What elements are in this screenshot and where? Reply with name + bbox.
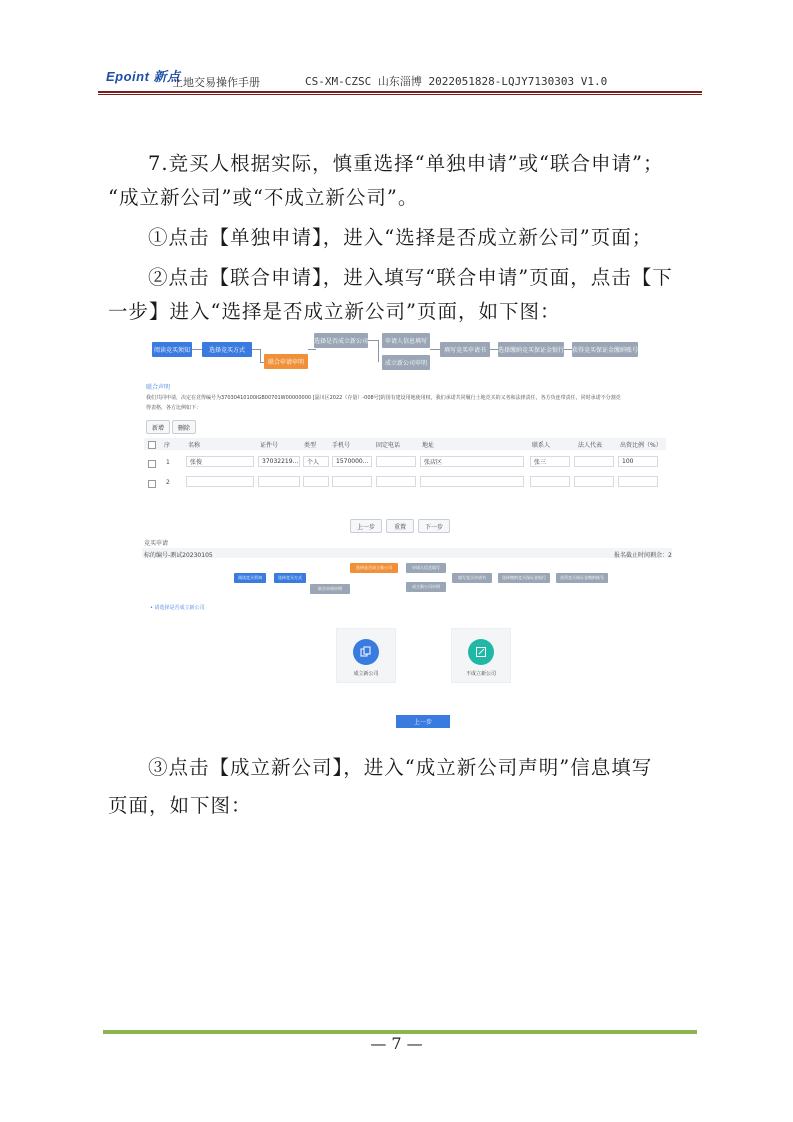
row1-phone-field[interactable]: 1570000...	[332, 456, 372, 467]
choose-company-screenshot	[138, 536, 678, 732]
col-cert: 证件号	[260, 442, 279, 449]
flow2-step-choose-company: 选择是否成立新公司	[350, 563, 398, 573]
row2-phone-field[interactable]	[332, 476, 372, 487]
row2-index: 2	[166, 479, 170, 486]
epoint-logo: Epoint 新点	[106, 69, 181, 84]
step7-line2: “成立新公司”或“不成立新公司”。	[108, 186, 419, 209]
delete-button[interactable]: 删除	[172, 420, 196, 434]
row1-contact-field[interactable]: 张三	[530, 456, 570, 467]
joint-statement: 我们共同申请，决定在竞得编号为37030410100IGB00701W00000000 [淄川区2022（存量）-008号]的国有建设用地使用权，我们承诺共同履行土地竞买的义务和法律责任，各方负连带责任，同时承诺不分割竞	[146, 395, 621, 401]
edit-icon	[468, 639, 494, 665]
project-label: 标的编号-测试20230105	[144, 552, 213, 559]
page-label: 竞买申请	[144, 540, 169, 547]
header-rule	[98, 91, 702, 93]
prev-step-button[interactable]: 上一步	[350, 519, 382, 533]
copy-icon	[353, 639, 379, 665]
info-bar	[142, 548, 672, 558]
flow-step-joint-declaration: 联合申请申明	[264, 354, 308, 369]
row2-checkbox[interactable]	[148, 480, 156, 488]
row2-name-field[interactable]	[186, 476, 254, 487]
col-index: 序	[164, 442, 171, 449]
row2-ratio-field[interactable]	[618, 476, 658, 487]
step7-line1: 7.竞买人根据实际，慎重选择“单独申请”或“联合申请”；	[148, 152, 664, 175]
flow2-step-fill-application: 填写竞买申请书	[452, 573, 492, 583]
flow-step-read-notice: 阅读竞买须知	[152, 342, 192, 357]
flow2-step-read-notice: 阅读竞买须知	[234, 573, 266, 583]
row2-tel-field[interactable]	[376, 476, 416, 487]
step-new-company-line1: ③点击【成立新公司】，进入“成立新公司声明”信息填写	[148, 756, 653, 779]
row1-type-select[interactable]: 个人	[303, 456, 329, 467]
reset-button[interactable]: 重置	[386, 519, 414, 533]
row1-cert-field[interactable]: 37032219...	[258, 456, 300, 467]
next-step-button[interactable]: 下一步	[418, 519, 450, 533]
row1-index: 1	[166, 459, 170, 466]
step-new-company-line2: 页面，如下图：	[108, 794, 252, 817]
step-joint-apply-line1: ②点击【联合申请】，进入填写“联合申请”页面，点击【下	[148, 266, 673, 289]
step-joint-apply-line2: 一步】进入“选择是否成立新公司”页面，如下图：	[108, 300, 561, 323]
flow2-step-choose-method: 选择竞买方式	[274, 573, 306, 583]
row1-address-field[interactable]: 张店区	[420, 456, 524, 467]
choose-hint: • 请选择是否成立新公司	[150, 605, 205, 611]
document-code: CS-XM-CZSC 山东淄博 2022051828-LQJY7130303 V1.0	[305, 75, 608, 88]
header-rule-thin	[98, 94, 702, 95]
col-type: 类型	[304, 442, 317, 449]
step-single-apply: ①点击【单独申请】，进入“选择是否成立新公司”页面；	[148, 226, 653, 249]
row1-ratio-field[interactable]: 100	[618, 456, 658, 467]
row2-contact-field[interactable]	[530, 476, 570, 487]
no-new-company-card[interactable]	[451, 628, 511, 683]
col-name: 名称	[188, 442, 201, 449]
flow2-step-get-account: 获得竞买保证金缴纳账号	[556, 573, 608, 583]
col-address: 地址	[422, 442, 435, 449]
joint-application-screenshot	[138, 330, 678, 535]
page-number: — 7 —	[370, 1034, 423, 1053]
flow-step-applicant-info: 申请人信息填写	[382, 333, 430, 348]
new-company-card[interactable]	[336, 628, 396, 683]
section-title: 联合声明	[146, 384, 171, 391]
row1-legal-field[interactable]	[574, 456, 614, 467]
col-ratio: 出资比例（%）	[620, 442, 662, 449]
col-contact: 联系人	[532, 442, 551, 449]
prev-step-button-2[interactable]: 上一步	[396, 715, 450, 728]
no-new-company-label: 不成立新公司	[465, 671, 496, 677]
row2-cert-field[interactable]	[258, 476, 300, 487]
flow-step-choose-company: 选择是否成立新公司	[314, 333, 368, 348]
row1-name-field[interactable]: 张俊	[186, 456, 254, 467]
col-phone: 手机号	[332, 442, 351, 449]
flow2-step-applicant-info: 申请人信息填写	[406, 563, 446, 573]
joint-statement-cont: 得表格，各方比例如下：	[146, 405, 202, 411]
new-company-label: 成立新公司	[353, 671, 379, 677]
flow-step-get-account: 获得竞买保证金缴纳账号	[572, 342, 638, 357]
flow-step-new-company-declaration: 成立新公司申明	[382, 355, 430, 370]
row1-tel-field[interactable]	[376, 456, 416, 467]
flow2-step-choose-bank: 选择缴纳竞买保证金银行	[498, 573, 550, 583]
flow2-step-new-company: 成立新公司申明	[406, 582, 446, 592]
row2-type-select[interactable]	[303, 476, 329, 487]
row2-legal-field[interactable]	[574, 476, 614, 487]
flow2-step-joint-declaration: 联合申请申明	[310, 584, 350, 594]
col-legal: 法人代表	[578, 442, 603, 449]
manual-title: 土地交易操作手册	[172, 76, 260, 89]
row2-address-field[interactable]	[420, 476, 524, 487]
select-all-checkbox[interactable]	[148, 441, 156, 449]
add-button[interactable]: 新增	[146, 420, 170, 434]
deadline-info: 报名截止时间剩余：2	[614, 552, 672, 559]
flow-step-choose-bank: 选择缴纳竞买保证金银行	[498, 342, 564, 357]
col-tel: 固定电话	[376, 442, 401, 449]
flow-step-choose-method: 选择竞买方式	[202, 342, 252, 357]
row1-checkbox[interactable]	[148, 460, 156, 468]
flow-step-fill-application: 填写竞买申请书	[440, 342, 490, 357]
